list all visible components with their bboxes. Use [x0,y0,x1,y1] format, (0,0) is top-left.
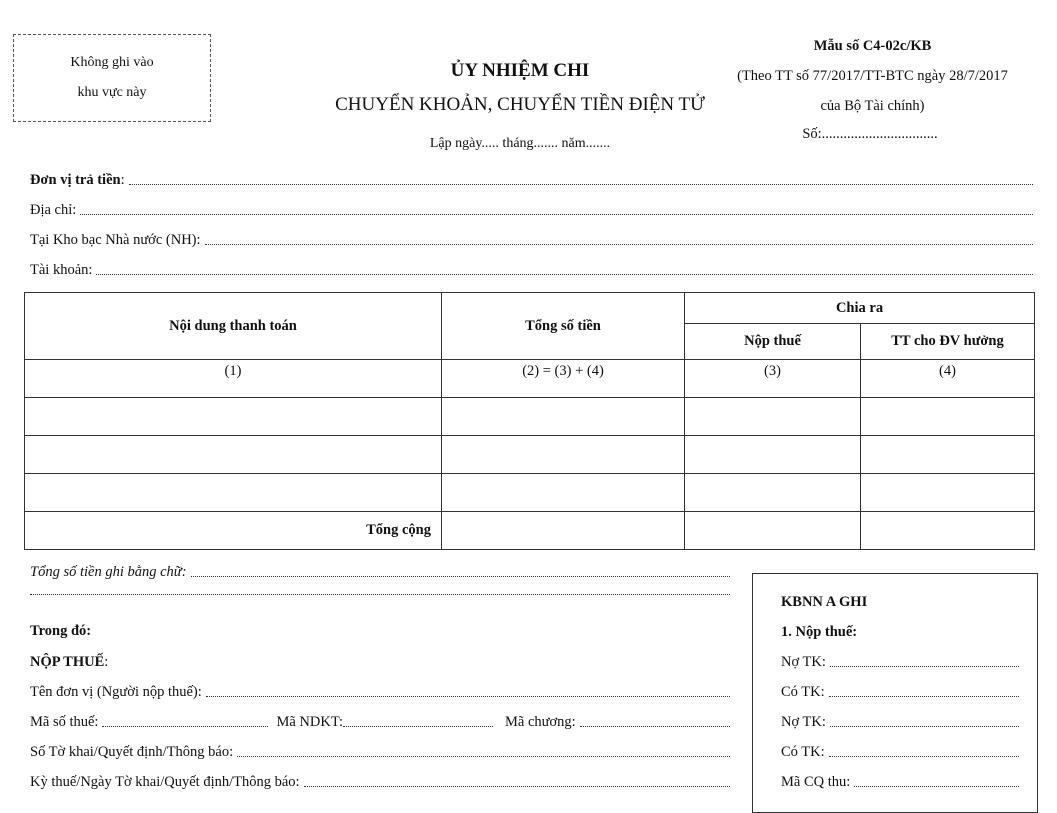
tax-heading: NỘP THUẾ [30,654,105,670]
address-row [30,202,1033,219]
table-cell[interactable] [442,436,685,474]
form-subtitle: CHUYỂN KHOẢN, CHUYỂN TIỀN ĐIỆN TỬ [335,94,705,115]
total-row [25,512,1035,550]
table-row [25,398,1035,436]
kbnn-heading: KBNN A GHI [781,594,868,610]
table-cell[interactable] [861,474,1035,512]
kbnn-row [781,744,1019,761]
account-label: Tài khoản: [30,262,93,278]
kbnn-row [781,684,1019,701]
header-split: Chia ra [685,293,1035,324]
account-row [30,262,1033,279]
payer-name-label: Tên đơn vị (Người nộp thuế): [30,684,202,700]
index-cell-4: (4) [861,360,1035,398]
reserved-area-box [13,34,211,122]
tax-code-field[interactable] [102,726,268,727]
table-cell[interactable] [685,436,861,474]
kbnn-row [781,774,1019,791]
form-code: Mẫu số C4-02c/KB [813,38,932,54]
chapter-label: Mã chương: [505,714,576,730]
declaration-row [30,744,730,761]
reserved-area-line1: Không ghi vào [70,55,154,70]
table-row [25,474,1035,512]
table-cell[interactable] [442,398,685,436]
in-which-label: Trong đó: [30,623,92,639]
treasury-row [30,232,1033,249]
ndkt-label: Mã NDKT: [276,714,344,730]
kbnn-row-label: Có TK: [781,744,825,760]
kbnn-row [781,654,1019,671]
index-cell-2: (2) = (3) + (4) [442,360,685,398]
account-field[interactable] [96,274,1033,275]
table-index-row [25,360,1035,398]
amount-words-label: Tổng số tiền ghi bằng chữ: [30,564,187,580]
amount-words-field[interactable] [191,576,730,577]
kbnn-row-label: Nợ TK: [781,654,826,670]
header-content: Nội dung thanh toán [25,293,442,360]
payer-unit-field[interactable] [129,184,1033,185]
header-total: Tổng số tiền [442,293,685,360]
ndkt-field[interactable] [343,726,493,727]
period-row [30,774,730,791]
treasury-label: Tại Kho bạc Nhà nước (NH): [30,232,201,248]
payer-name-field[interactable] [206,696,730,697]
kbnn-row-label: Nợ TK: [781,714,826,730]
number-line: Số:................................ [802,126,938,142]
declaration-field[interactable] [237,756,730,757]
treasury-field[interactable] [205,244,1033,245]
kbnn-box [752,573,1038,813]
table-cell[interactable] [685,398,861,436]
total-amount-cell[interactable] [442,512,685,550]
period-field[interactable] [304,786,730,787]
form-title: ỦY NHIỆM CHI [450,60,590,81]
kbnn-row-label: Có TK: [781,684,825,700]
total-benef-cell[interactable] [861,512,1035,550]
kbnn-subheading: 1. Nộp thuế: [781,624,858,640]
authority-line: của Bộ Tài chính) [820,98,925,114]
kbnn-row-field[interactable] [854,786,1019,787]
kbnn-row-field[interactable] [829,696,1019,697]
table-cell[interactable] [25,436,442,474]
index-cell-1: (1) [25,360,442,398]
payer-unit-label: Đơn vị trả tiền [30,172,121,188]
amount-words-row-2 [30,594,730,599]
payment-table [24,292,1035,550]
kbnn-row [781,714,1019,731]
index-cell-3: (3) [685,360,861,398]
declaration-label: Số Tờ khai/Quyết định/Thông báo: [30,744,234,760]
chapter-field[interactable] [580,726,730,727]
total-tax-cell[interactable] [685,512,861,550]
tax-code-label: Mã số thuế: [30,714,99,730]
kbnn-row-field[interactable] [829,756,1019,757]
regulation-line: (Theo TT số 77/2017/TT-BTC ngày 28/7/2017 [737,68,1008,84]
header-tax: Nộp thuế [685,324,861,360]
amount-words-row [30,564,730,581]
table-cell[interactable] [685,474,861,512]
table-cell[interactable] [25,474,442,512]
address-label: Địa chỉ: [30,202,77,218]
table-row [25,436,1035,474]
period-label: Kỳ thuế/Ngày Tờ khai/Quyết định/Thông báo: [30,774,300,790]
tax-code-row [30,714,730,731]
total-label: Tổng cộng [25,512,442,550]
table-cell[interactable] [25,398,442,436]
table-cell[interactable] [861,398,1035,436]
header-beneficiary: TT cho ĐV hưởng [861,324,1035,360]
payer-name-row [30,684,730,701]
payer-unit-row: Đơn vị trả tiền: [30,172,1033,189]
kbnn-row-label: Mã CQ thu: [781,774,851,790]
tax-heading-row: NỘP THUẾ: [30,654,109,670]
reserved-area-line2: khu vực này [77,85,147,100]
date-line: Lập ngày..... tháng....... năm....... [429,136,611,151]
kbnn-row-field[interactable] [830,666,1019,667]
amount-words-field-2[interactable] [30,594,730,595]
address-field[interactable] [80,214,1033,215]
table-cell[interactable] [861,436,1035,474]
table-cell[interactable] [442,474,685,512]
kbnn-row-field[interactable] [830,726,1019,727]
